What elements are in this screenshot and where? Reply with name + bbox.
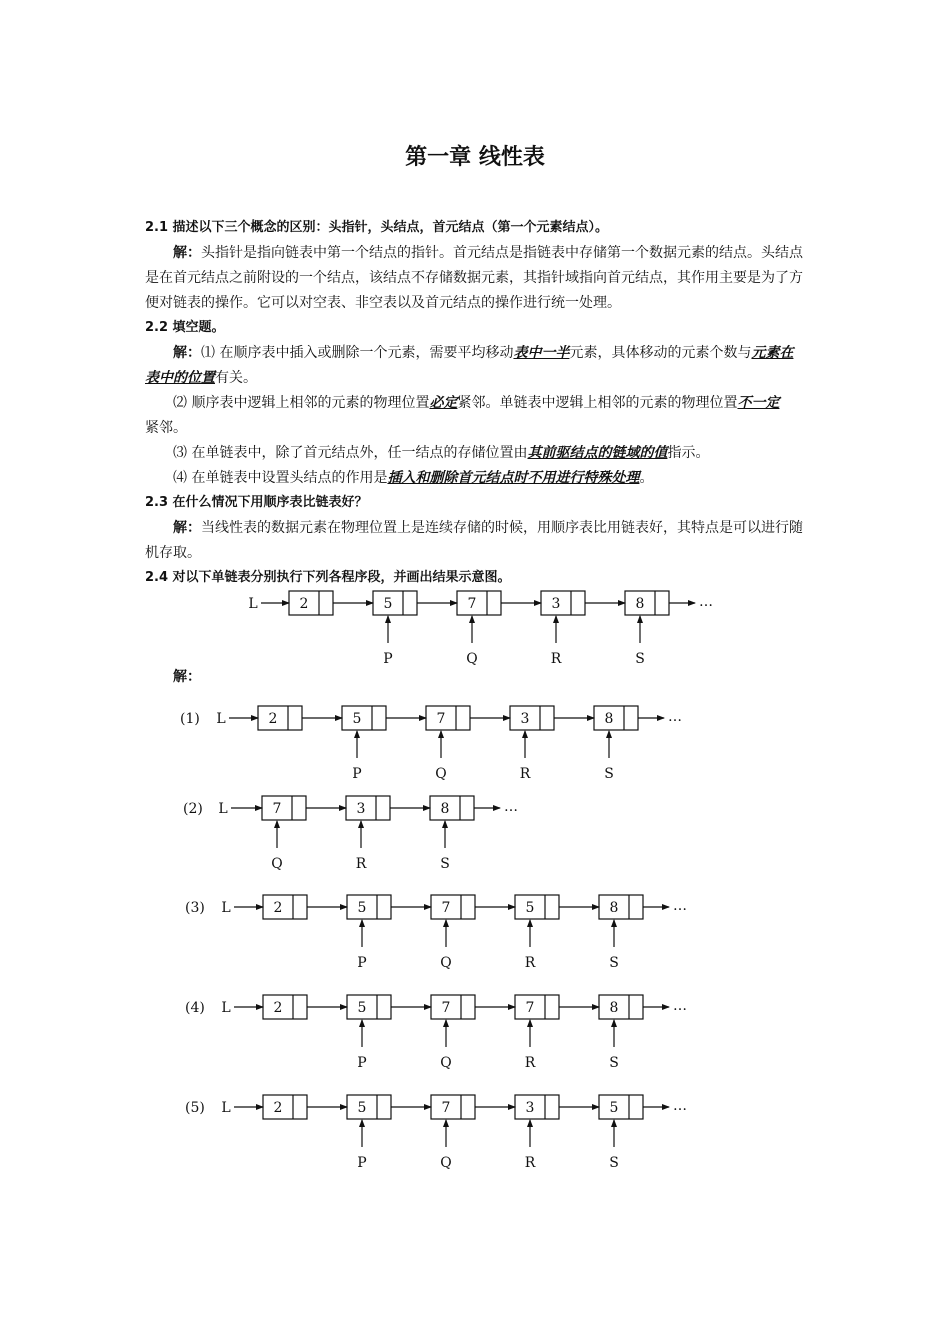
node-value: 2	[273, 1000, 283, 1016]
pointer-label: P	[352, 766, 362, 782]
node-box	[373, 591, 417, 615]
node-value: 8	[609, 1000, 619, 1016]
pointer-label: Q	[466, 651, 478, 667]
node-value: 8	[440, 801, 450, 817]
pointer-label: R	[524, 955, 536, 971]
node-value: 5	[357, 900, 367, 916]
pointer-label: R	[524, 1155, 536, 1171]
node-box	[594, 706, 638, 730]
node-box	[262, 796, 306, 820]
node-value: 7	[436, 711, 446, 727]
head-pointer-label: L	[221, 1000, 231, 1016]
node-box	[258, 706, 302, 730]
node-value: 7	[441, 900, 451, 916]
node-value: 8	[635, 596, 645, 612]
pointer-label: S	[440, 856, 450, 872]
pointer-label: S	[609, 955, 619, 971]
item-text: 有关。	[215, 370, 257, 386]
node-value: 8	[604, 711, 614, 727]
tail-ellipsis: …	[673, 1098, 687, 1114]
pointer-label: Q	[440, 955, 452, 971]
pointer-label: Q	[440, 1155, 452, 1171]
node-box	[541, 591, 585, 615]
node-box	[431, 895, 475, 919]
diagram-label: (4)	[185, 1000, 205, 1016]
question-2-2: 2.2 填空题。	[145, 320, 225, 335]
node-value: 3	[356, 801, 366, 817]
question-2-1: 2.1 描述以下三个概念的区别：头指针，头结点，首元结点（第一个元素结点）。	[145, 220, 609, 235]
node-value: 3	[525, 1100, 535, 1116]
answer-text: 头指针是指向链表中第一个结点的指针。首元结点是指链表中存储第一个数据元素的结点。头结点	[201, 245, 803, 261]
item-text: ⑵ 顺序表中逻辑上相邻的元素的物理位置	[173, 395, 430, 411]
diagram-label: (3)	[185, 900, 205, 916]
answer-label: 解：	[173, 520, 201, 536]
node-value: 2	[273, 1100, 283, 1116]
node-value: 7	[441, 1100, 451, 1116]
fill-answer: 必定	[429, 395, 458, 411]
node-box	[510, 706, 554, 730]
pointer-label: S	[609, 1155, 619, 1171]
node-box	[457, 591, 501, 615]
item-text: 紧邻。单链表中逻辑上相邻的元素的物理位置	[457, 395, 738, 411]
node-box	[342, 706, 386, 730]
fill-answer: 其前驱结点的链域的值	[527, 445, 668, 461]
tail-ellipsis: …	[673, 898, 687, 914]
node-box	[515, 995, 559, 1019]
pointer-label: Q	[435, 766, 447, 782]
head-pointer-label: L	[248, 596, 258, 612]
node-value: 7	[441, 1000, 451, 1016]
node-box	[263, 995, 307, 1019]
pointer-label: Q	[271, 856, 283, 872]
node-value: 3	[551, 596, 561, 612]
pointer-label: P	[357, 1055, 367, 1071]
pointer-label: P	[383, 651, 393, 667]
item-text: ⑷ 在单链表中设置头结点的作用是	[173, 470, 388, 486]
node-value: 7	[525, 1000, 535, 1016]
pointer-label: P	[357, 1155, 367, 1171]
node-value: 7	[272, 801, 282, 817]
fill-answer: 插入和删除首元结点时不用进行特殊处理	[387, 470, 640, 486]
pointer-label: S	[604, 766, 614, 782]
answer-text: 当线性表的数据元素在物理位置上是连续存储的时候，用顺序表比用链表好，其特点是可以进行随	[201, 520, 803, 536]
diagram-label: (2)	[183, 801, 203, 817]
node-box	[289, 591, 333, 615]
node-box	[426, 706, 470, 730]
answer-2-1-line3: 便对链表的操作。它可以对空表、非空表以及首元结点的操作进行统一处理。	[145, 295, 621, 311]
pointer-label: R	[355, 856, 367, 872]
node-value: 2	[268, 711, 278, 727]
head-pointer-label: L	[221, 1100, 231, 1116]
pointer-label: S	[609, 1055, 619, 1071]
item-text: ⑴ 在顺序表中插入或删除一个元素，需要平均移动	[201, 345, 514, 361]
node-value: 5	[357, 1100, 367, 1116]
node-box	[346, 796, 390, 820]
pointer-label: S	[635, 651, 645, 667]
node-value: 5	[525, 900, 535, 916]
pointer-label: P	[357, 955, 367, 971]
pointer-label: R	[550, 651, 562, 667]
head-pointer-label: L	[221, 900, 231, 916]
pointer-label: R	[524, 1055, 536, 1071]
node-value: 2	[299, 596, 309, 612]
answer-label: 解：	[173, 345, 201, 361]
node-box	[347, 1095, 391, 1119]
tail-ellipsis: …	[668, 709, 682, 725]
node-value: 2	[273, 900, 283, 916]
node-value: 8	[609, 900, 619, 916]
item-text: 。	[639, 470, 654, 486]
node-box	[347, 995, 391, 1019]
tail-ellipsis: …	[699, 594, 713, 610]
node-value: 5	[383, 596, 393, 612]
answer-2-3-line2: 机存取。	[145, 545, 201, 561]
head-pointer-label: L	[216, 711, 226, 727]
answer-2-2-item2-cont: 紧邻。	[145, 420, 187, 436]
pointer-label: R	[519, 766, 531, 782]
node-box	[263, 1095, 307, 1119]
diagram-label: (5)	[185, 1100, 205, 1116]
fill-answer: 表中的位置	[145, 370, 215, 386]
node-box	[515, 1095, 559, 1119]
answer-label: 解：	[173, 245, 201, 261]
answer-2-4-label: 解：	[173, 669, 201, 685]
node-box	[599, 895, 643, 919]
page-title: 第一章 线性表	[405, 145, 545, 170]
diagram-label: (1)	[180, 711, 200, 727]
node-value: 5	[352, 711, 362, 727]
node-value: 7	[467, 596, 477, 612]
pointer-label: Q	[440, 1055, 452, 1071]
node-box	[347, 895, 391, 919]
item-text: ⑶ 在单链表中，除了首元结点外，任一结点的存储位置由	[173, 445, 528, 461]
node-value: 3	[520, 711, 530, 727]
node-box	[430, 796, 474, 820]
node-box	[599, 1095, 643, 1119]
node-box	[625, 591, 669, 615]
node-box	[599, 995, 643, 1019]
item-text: 指示。	[667, 445, 710, 461]
fill-answer: 元素在	[751, 345, 794, 361]
answer-2-1-line2: 是在首元结点之前附设的一个结点，该结点不存储数据元素，其指针域指向首元结点，其作用主要是为了方	[145, 270, 803, 286]
node-value: 5	[357, 1000, 367, 1016]
node-box	[515, 895, 559, 919]
item-text: 元素，具体移动的元素个数与	[569, 345, 752, 361]
tail-ellipsis: …	[673, 998, 687, 1014]
node-box	[263, 895, 307, 919]
fill-answer: 表中一半	[513, 345, 570, 361]
node-box	[431, 995, 475, 1019]
head-pointer-label: L	[218, 801, 228, 817]
question-2-4: 2.4 对以下单链表分别执行下列各程序段，并画出结果示意图。	[145, 570, 511, 585]
node-box	[431, 1095, 475, 1119]
question-2-3: 2.3 在什么情况下用顺序表比链表好？	[145, 495, 368, 510]
tail-ellipsis: …	[504, 799, 518, 815]
fill-answer: 不一定	[737, 395, 780, 411]
node-value: 5	[609, 1100, 619, 1116]
